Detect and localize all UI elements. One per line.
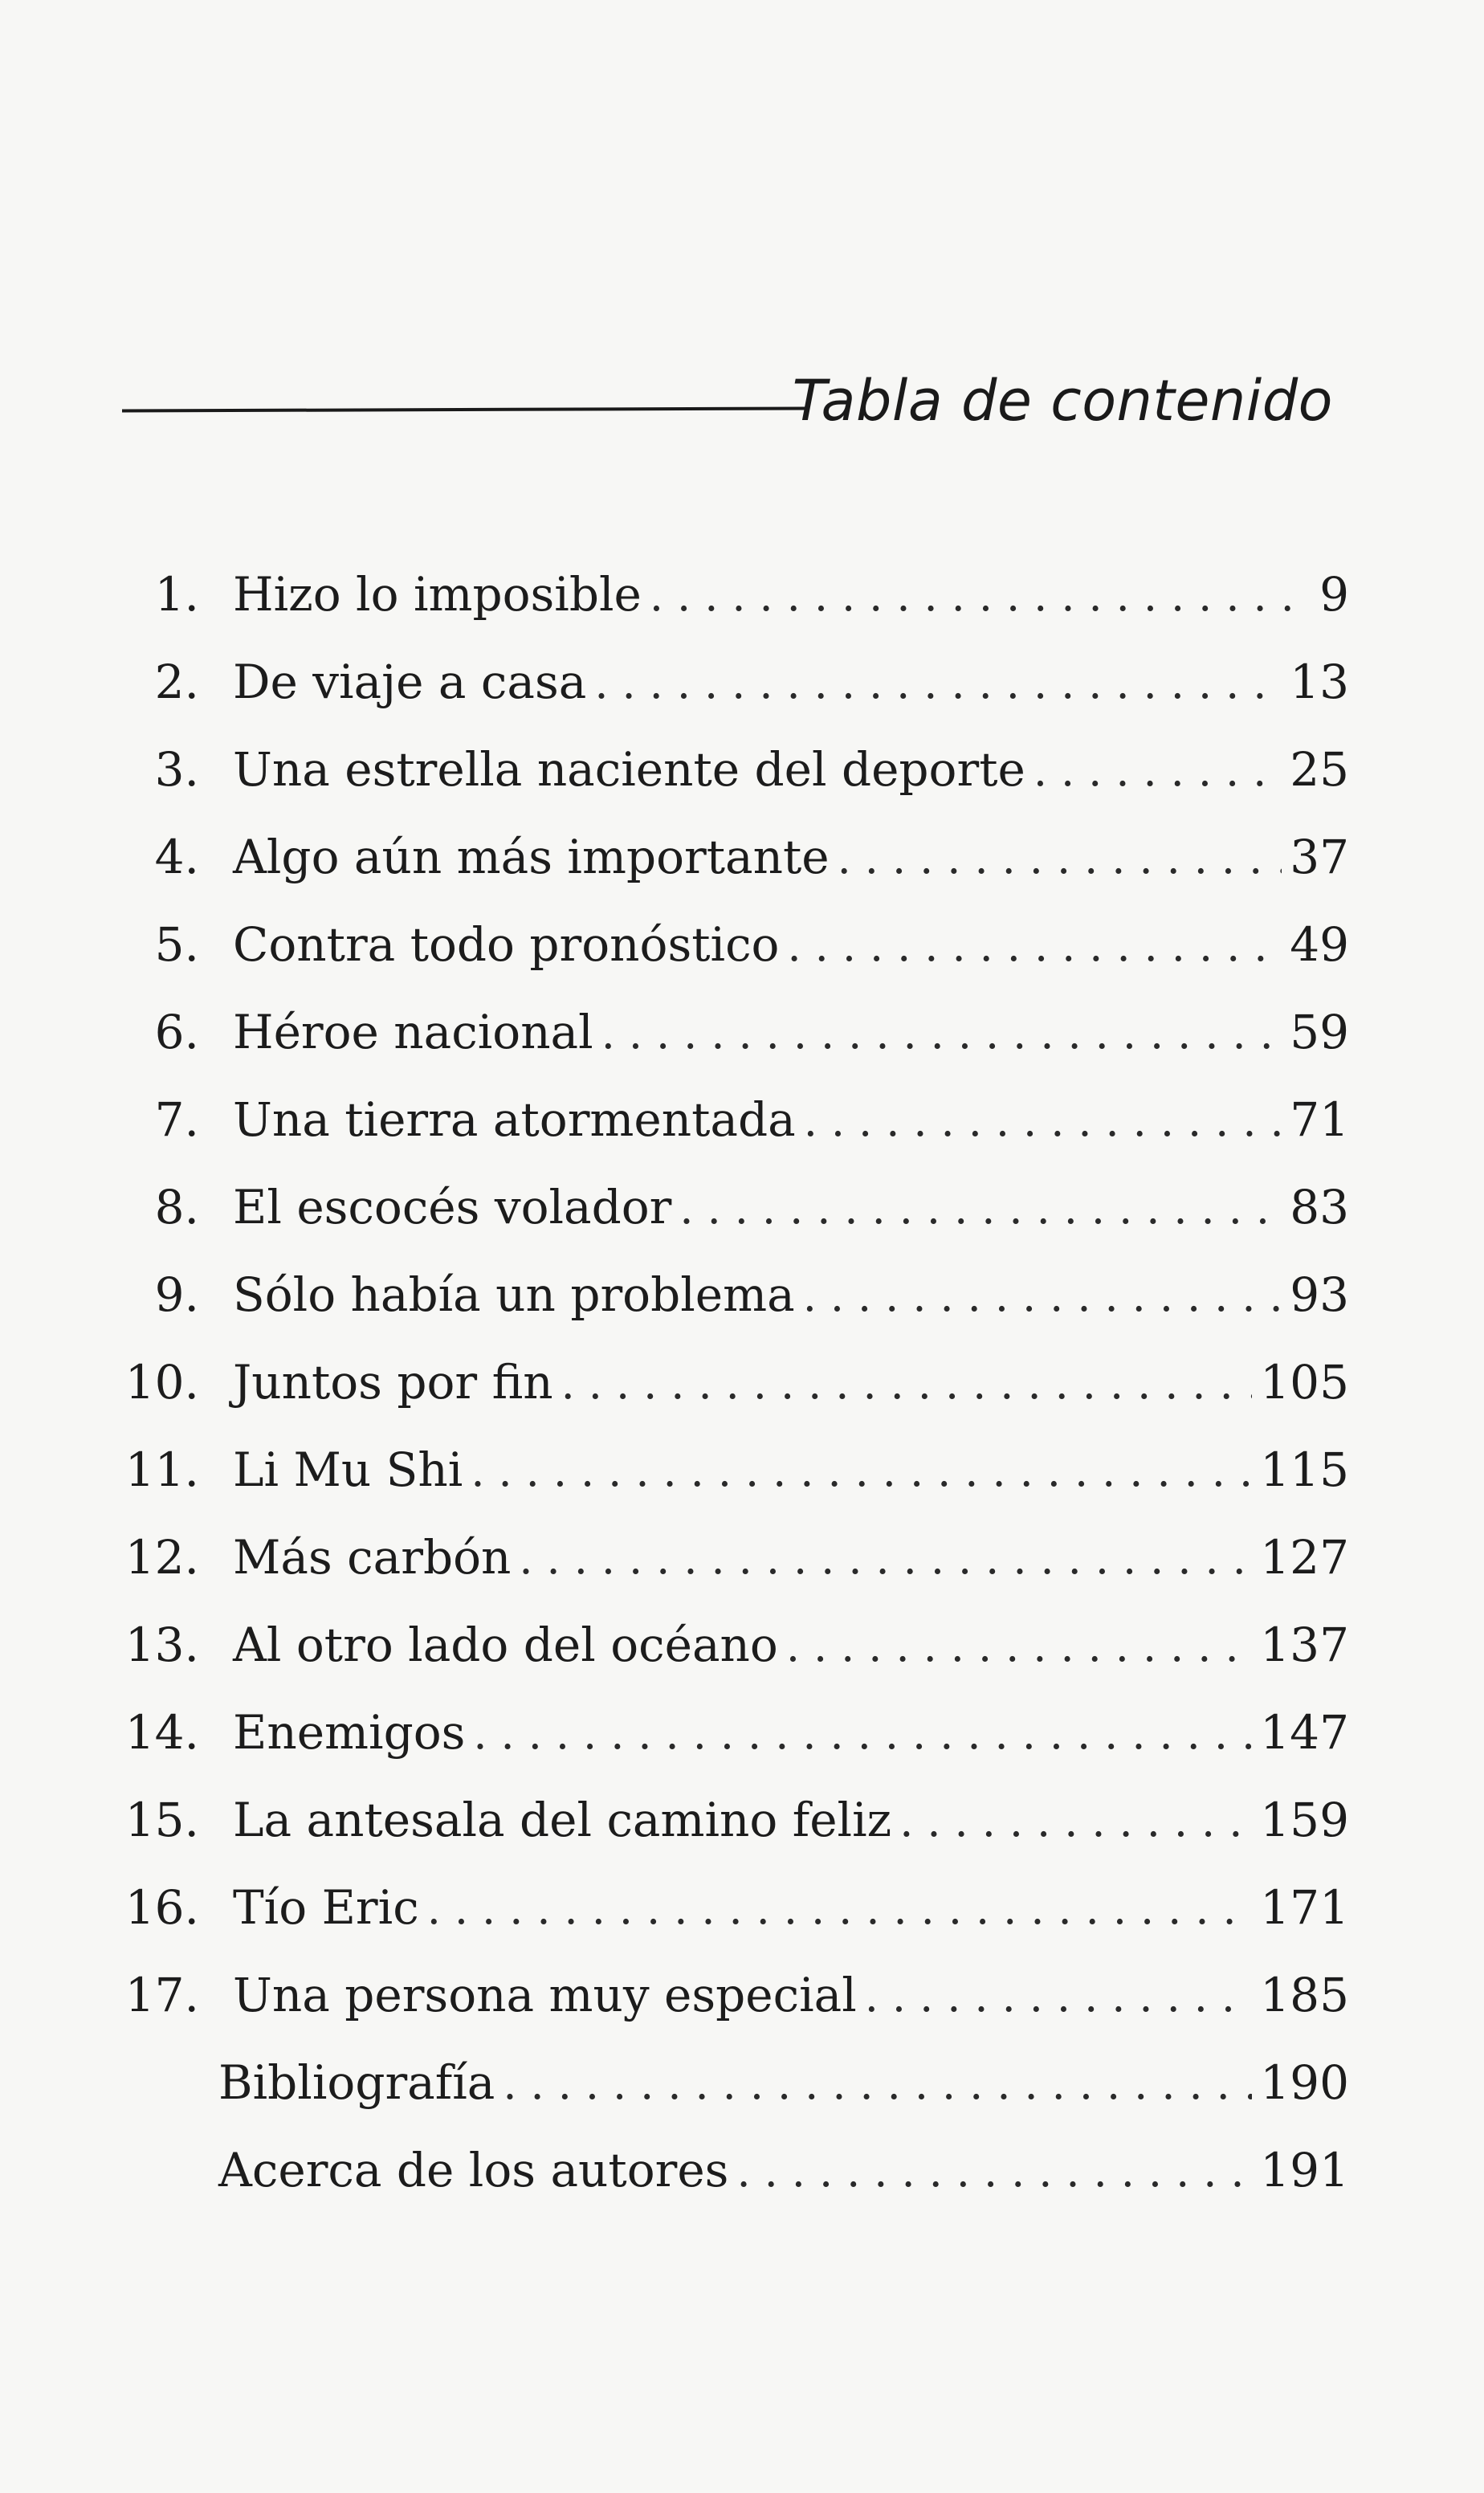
toc-entry-title: La antesala del camino feliz xyxy=(233,1793,892,1847)
toc-entry-number: 11. xyxy=(124,1442,199,1497)
toc-entry-title: Hizo lo imposible xyxy=(233,567,642,622)
toc-entry-page: 9 xyxy=(1319,567,1349,622)
toc-entry-number: 6. xyxy=(154,1005,199,1059)
toc-entry xyxy=(112,1525,1349,1613)
toc-entry-title: Una tierra atormentada xyxy=(233,1092,796,1147)
toc-entry xyxy=(112,1350,1349,1438)
toc-dot-leader xyxy=(838,826,1282,891)
toc-entry-number: 8. xyxy=(154,1180,199,1234)
toc-dot-leader xyxy=(804,1089,1282,1153)
toc-entry-title: Enemigos xyxy=(233,1705,466,1760)
toc-dot-leader xyxy=(865,1965,1253,2029)
toc-entry-page: 59 xyxy=(1290,1005,1349,1059)
toc-entry-number: 3. xyxy=(154,742,199,797)
toc-entry-page: 13 xyxy=(1290,655,1349,709)
toc-entry-number: 1. xyxy=(154,567,199,622)
toc-entry-title: Acerca de los autores xyxy=(218,2143,729,2197)
toc-entry-number: 4. xyxy=(154,830,199,884)
toc-entry-about-authors xyxy=(112,2138,1349,2226)
toc-entry xyxy=(112,650,1349,737)
toc-entry-title: Tío Eric xyxy=(233,1880,419,1935)
toc-entry xyxy=(112,1963,1349,2050)
toc-entry-title: Al otro lado del océano xyxy=(233,1618,778,1672)
toc-dot-leader xyxy=(736,2140,1252,2204)
toc-entry-title: De viaje a casa xyxy=(233,655,587,709)
toc-entry-page: 115 xyxy=(1260,1442,1349,1497)
heading-rule xyxy=(122,407,806,413)
toc-dot-leader xyxy=(471,1439,1252,1504)
toc-entry-page: 127 xyxy=(1260,1530,1349,1585)
toc-dot-leader xyxy=(427,1877,1253,1941)
toc-entry xyxy=(112,1875,1349,1963)
toc-entry-title: El escocés volador xyxy=(233,1180,672,1234)
toc-entry xyxy=(112,1263,1349,1350)
toc-entry-page: 159 xyxy=(1260,1793,1349,1847)
toc-entry-page: 37 xyxy=(1290,830,1349,884)
toc-entry-number: 5. xyxy=(154,917,199,972)
toc-dot-leader xyxy=(473,1702,1252,1766)
toc-entry-page: 191 xyxy=(1260,2143,1349,2197)
toc-entry-number: 7. xyxy=(154,1092,199,1147)
toc-entry-number: 12. xyxy=(124,1530,199,1585)
toc-dot-leader xyxy=(601,1002,1282,1066)
toc-entry-number: 2. xyxy=(154,655,199,709)
toc-entry-title: Algo aún más importante xyxy=(233,830,830,884)
toc-entry-title: Una estrella naciente del deporte xyxy=(233,742,1025,797)
toc-entry-title: Bibliografía xyxy=(218,2055,495,2110)
toc-entry xyxy=(112,1175,1349,1263)
toc-entry xyxy=(112,1438,1349,1525)
toc-entry-title: Más carbón xyxy=(233,1530,512,1585)
toc-entry xyxy=(112,1613,1349,1700)
toc-entry xyxy=(112,737,1349,825)
toc-dot-leader xyxy=(786,1614,1252,1679)
toc-entry xyxy=(112,912,1349,1000)
toc-entry-number: 14. xyxy=(124,1705,199,1760)
toc-dot-leader xyxy=(650,564,1293,628)
toc-entry-page: 105 xyxy=(1260,1355,1349,1410)
toc-entry-title: Sólo había un problema xyxy=(233,1267,795,1322)
toc-entry-page: 171 xyxy=(1260,1880,1349,1935)
toc-entry-page: 93 xyxy=(1290,1267,1349,1322)
toc-dot-leader xyxy=(594,651,1282,716)
toc-entry-number: 15. xyxy=(124,1793,199,1847)
toc-dot-leader xyxy=(561,1352,1253,1416)
toc-entry-title: Juntos por fin xyxy=(233,1355,553,1410)
toc-entry-title: Contra todo pronóstico xyxy=(233,917,780,972)
toc-entry-page: 137 xyxy=(1260,1618,1349,1672)
toc-entry-number: 17. xyxy=(124,1968,199,2022)
toc-dot-leader xyxy=(519,1527,1252,1591)
toc-dot-leader xyxy=(1034,739,1282,803)
toc-dot-leader xyxy=(503,2052,1252,2116)
toc-entry-page: 25 xyxy=(1290,742,1349,797)
page-title: Tabla de contenido xyxy=(792,368,1333,434)
toc-entry-page: 190 xyxy=(1260,2055,1349,2110)
toc-entry xyxy=(112,1700,1349,1788)
toc-entry xyxy=(112,562,1349,650)
toc-entry xyxy=(112,1000,1349,1087)
toc-entry xyxy=(112,1087,1349,1175)
toc-entry-number: 9. xyxy=(154,1267,199,1322)
toc-entry-bibliography xyxy=(112,2050,1349,2138)
toc-dot-leader xyxy=(787,914,1282,978)
toc-dot-leader xyxy=(899,1789,1252,1854)
toc-entry-number: 16. xyxy=(124,1880,199,1935)
toc-entry-page: 83 xyxy=(1290,1180,1349,1234)
toc-entry xyxy=(112,825,1349,912)
toc-entry-title: Una persona muy especial xyxy=(233,1968,857,2022)
toc-entry-title: Li Mu Shi xyxy=(233,1442,463,1497)
toc-entry-page: 185 xyxy=(1260,1968,1349,2022)
table-of-contents xyxy=(112,562,1349,2226)
toc-entry-number: 13. xyxy=(124,1618,199,1672)
toc-entry-number: 10. xyxy=(124,1355,199,1410)
toc-dot-leader xyxy=(679,1177,1282,1241)
toc-dot-leader xyxy=(803,1264,1282,1328)
toc-entry-page: 71 xyxy=(1290,1092,1349,1147)
toc-entry-title: Héroe nacional xyxy=(233,1005,593,1059)
toc-entry-page: 49 xyxy=(1290,917,1349,972)
toc-entry-page: 147 xyxy=(1260,1705,1349,1760)
toc-entry xyxy=(112,1788,1349,1875)
